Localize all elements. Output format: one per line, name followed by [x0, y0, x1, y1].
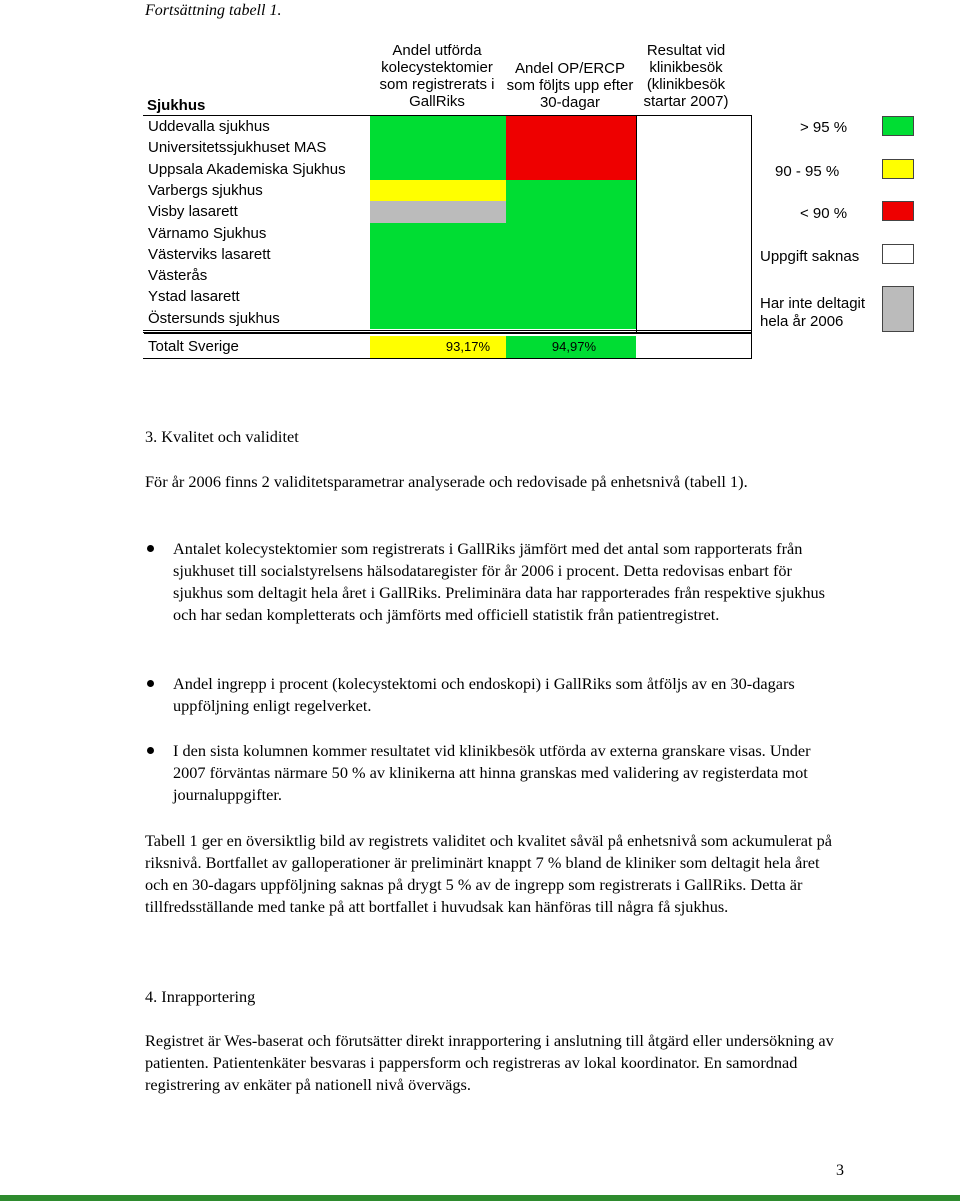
header-hospital: Sjukhus: [147, 97, 206, 114]
header-col1: Andel utförda kolecystektomier som registrerats i GallRiks: [379, 42, 495, 110]
page-number: 3: [836, 1162, 844, 1179]
legend-label-missing: Uppgift saknas: [760, 248, 860, 265]
cell-col2: [506, 180, 636, 201]
table-grid-line: [143, 333, 752, 334]
footer-rule: [0, 1195, 960, 1201]
legend-label-red: < 90 %: [800, 205, 848, 222]
total-cell-col1: [370, 336, 506, 358]
section3-bullet-3: I den sista kolumnen kommer resultatet vid klinikbesök utförda av externa granskare visas. Under 2007 förväntas närmare 50 % av klinikerna att hinna granskas med validering av registerdata mot journaluppgifter.: [173, 741, 811, 804]
cell-col2: [506, 137, 636, 159]
bullet-3-icon: [147, 747, 154, 754]
legend-swatch-missing: [882, 244, 914, 264]
legend-label-not-participated: Har inte deltagit hela år 2006: [760, 295, 866, 330]
legend-label-green: > 95 %: [800, 119, 848, 136]
legend-swatch-yellow: [882, 159, 914, 179]
section3-summary: Tabell 1 ger en översiktlig bild av registrets validitet och kvalitet såväl på enhetsnivå som ackumulerat på riksnivå. Bortfallet av galloperationer är preliminärt knappt 7 % bland de kliniker som deltagit hela året och en 30-dagars uppföljning saknas på drygt 5 % av de ingrepp som registrerats i GallRiks. Detta är tillfredsställande med tanke på att bortfallet i huvudsak kan hänföras till några få sjukhus.: [145, 831, 832, 916]
row-label: Värnamo Sjukhus: [148, 225, 267, 242]
cell-col1: [370, 180, 506, 201]
row-label: Varbergs sjukhus: [148, 182, 263, 199]
total-cell-col2: [506, 336, 636, 358]
cell-col2: [506, 201, 636, 223]
section4-text: Registret är Wes-baserat och förutsätter direkt inrapportering i anslutning till åtgärd eller undersökning av patienten. Patientenkäter besvaras i pappersform och registreras av lokal koordinator. En samordnad registrering av enkäter på nationell nivå övervägs.: [145, 1031, 834, 1094]
total-value-col1: 93,17%: [445, 339, 490, 354]
section3-heading: 3. Kvalitet och validitet: [145, 427, 299, 446]
cell-col1: [370, 201, 506, 223]
cell-col2: [506, 265, 636, 286]
cell-col1: [370, 244, 506, 265]
legend-swatch-green: [882, 116, 914, 136]
cell-col2: [506, 244, 636, 265]
cell-col2: [506, 223, 636, 244]
table-grid-line: [143, 330, 752, 331]
cell-col1: [370, 308, 506, 329]
table-grid-line: [751, 116, 752, 333]
bullet-1-icon: [147, 545, 154, 552]
table-grid-line: [636, 116, 637, 333]
row-label: Västerviks lasarett: [148, 246, 271, 263]
cell-col1: [370, 137, 506, 159]
total-label: Totalt Sverige: [148, 338, 239, 355]
header-col2: Andel OP/ERCP som följts upp efter 30-dagar: [506, 60, 634, 111]
cell-col2: [506, 159, 636, 180]
continued-label: Fortsättning tabell 1.: [145, 2, 282, 19]
cell-col1: [370, 265, 506, 286]
row-label: Universitetssjukhuset MAS: [148, 139, 327, 156]
legend-label-yellow: 90 - 95 %: [775, 163, 840, 180]
table-grid-line: [143, 115, 752, 116]
row-label: Östersunds sjukhus: [148, 310, 280, 327]
legend-swatch-not-participated: [882, 286, 914, 332]
bullet-2-icon: [147, 680, 154, 687]
section4-heading: 4. Inrapportering: [145, 987, 256, 1006]
total-value-col2: 94,97%: [551, 339, 596, 354]
legend-swatch-red: [882, 201, 914, 221]
cell-col1: [370, 286, 506, 308]
cell-col2: [506, 116, 636, 137]
row-label: Ystad lasarett: [148, 288, 240, 305]
row-label: Uppsala Akademiska Sjukhus: [148, 161, 346, 178]
section3-bullet-2: Andel ingrepp i procent (kolecystektomi och endoskopi) i GallRiks som åtföljs av en 30-dagars uppföljning enligt regelverket.: [173, 674, 795, 715]
section3-intro: För år 2006 finns 2 validitetsparametrar analyserade och redovisade på enhetsnivå (tabell 1).: [145, 472, 748, 491]
cell-col2: [506, 286, 636, 308]
header-col3: Resultat vid klinikbesök (klinikbesök startar 2007): [643, 42, 729, 110]
cell-col1: [370, 116, 506, 137]
section3-bullet-1: Antalet kolecystektomier som registrerats i GallRiks jämfört med det antal som rapporterats från sjukhuset till socialstyrelsens hälsodataregister för år 2006 i procent. Detta redovisas enbart för sjukhus som deltagit hela året i GallRiks. Preliminära data har rapporterades från respektive sjukhus och har sedan kompletterats och jämförts med officiell statistik från patientregistret.: [173, 539, 825, 624]
cell-col1: [370, 223, 506, 244]
cell-col1: [370, 159, 506, 180]
row-label: Visby lasarett: [148, 203, 238, 220]
row-label: Västerås: [148, 267, 208, 284]
cell-col2: [506, 308, 636, 329]
row-label: Uddevalla sjukhus: [148, 118, 270, 135]
